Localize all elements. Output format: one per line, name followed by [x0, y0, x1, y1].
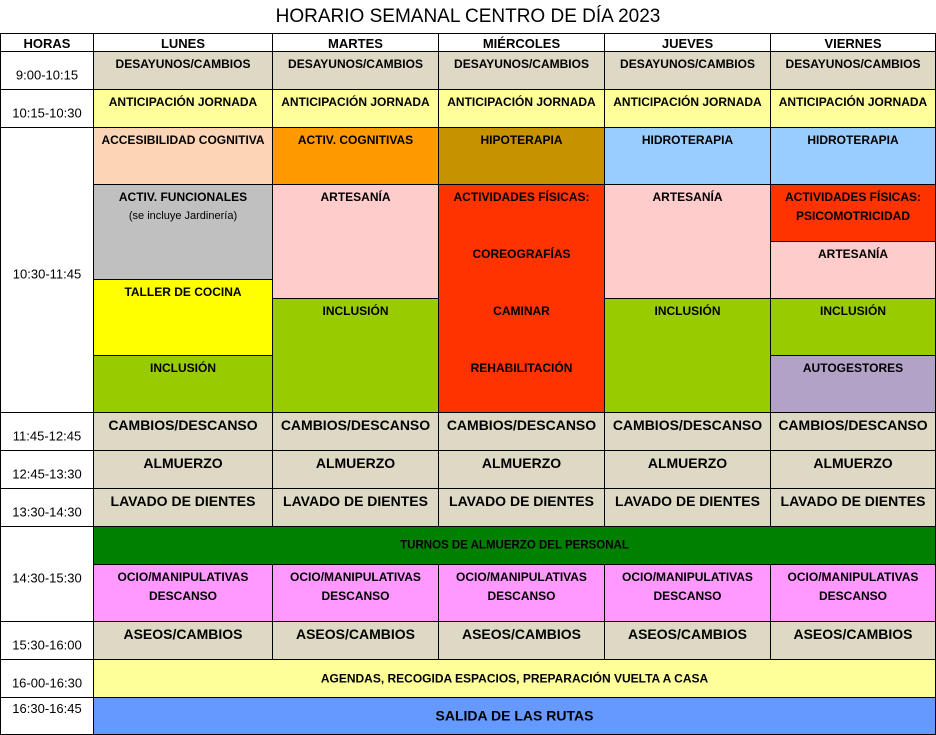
activity-lavado-text: LAVADO DE DIENTES	[283, 493, 428, 509]
page-title: HORARIO SEMANAL CENTRO DE DÍA 2023	[275, 6, 661, 27]
activity-hidroterapia	[771, 128, 936, 185]
activity-ocio-text: DESCANSO	[653, 589, 722, 603]
activity-actividades-fisicas-text: REHABILITACIÓN	[470, 361, 573, 375]
activity-aseos	[94, 622, 273, 660]
column-header-text: VIERNES	[824, 36, 882, 51]
activity-ocio-text: DESCANSO	[487, 589, 556, 603]
column-header	[439, 34, 605, 52]
activity-accesibilidad	[94, 128, 273, 185]
time-slot	[0, 90, 94, 128]
activity-lavado	[605, 489, 771, 527]
time-slot	[0, 527, 94, 622]
activity-actividades-fisicas-text: CAMINAR	[493, 304, 550, 318]
time-slot	[0, 622, 94, 660]
activity-hipoterapia-text: HIPOTERAPIA	[480, 133, 563, 147]
activity-autogestores-text: AUTOGESTORES	[802, 361, 904, 375]
time-slot-text: 9:00-10:15	[15, 67, 79, 82]
time-slot-text: 12:45-13:30	[12, 466, 82, 481]
activity-ocio-text: OCIO/MANIPULATIVAS	[290, 570, 421, 584]
activity-aseos-text: ASEOS/CAMBIOS	[295, 626, 415, 642]
time-slot-text: 10:30-11:45	[12, 266, 82, 282]
activity-cognitivas-text: ACTIV. COGNITIVAS	[297, 133, 414, 147]
activity-anticipacion-text: ANTICIPACIÓN JORNADA	[778, 95, 928, 109]
activity-desayunos-text: DESAYUNOS/CAMBIOS	[288, 57, 423, 71]
activity-funcionales-text: ACTIV. FUNCIONALES	[118, 190, 248, 204]
time-slot	[0, 413, 94, 451]
column-header-text: MIÉRCOLES	[482, 36, 561, 51]
column-header-text: MARTES	[328, 36, 383, 51]
activity-ocio-text: DESCANSO	[148, 589, 217, 603]
activity-inclusion-text: INCLUSIÓN	[322, 304, 389, 318]
activity-artesania	[605, 185, 771, 299]
activity-almuerzo	[94, 451, 273, 489]
activity-inclusion	[273, 299, 439, 413]
activity-desayunos	[605, 52, 771, 90]
activity-lavado-text: LAVADO DE DIENTES	[110, 493, 256, 509]
activity-anticipacion-text: ANTICIPACIÓN JORNADA	[447, 95, 596, 109]
activity-funcionales-text: (se incluye Jardinería)	[128, 210, 238, 222]
activity-cambios-descanso	[605, 413, 771, 451]
activity-anticipacion-text: ANTICIPACIÓN JORNADA	[108, 95, 258, 109]
activity-ocio	[771, 565, 936, 622]
activity-ocio	[94, 565, 273, 622]
activity-turnos-personal-text: TURNOS DE ALMUERZO DEL PERSONAL	[400, 539, 629, 551]
activity-anticipacion	[771, 90, 936, 128]
activity-inclusion-text: INCLUSIÓN	[654, 304, 721, 318]
activity-inclusion-text: INCLUSIÓN	[820, 304, 886, 318]
activity-ocio-text: DESCANSO	[818, 589, 887, 603]
activity-psicomotricidad-text: ACTIVIDADES FÍSICAS:	[784, 190, 921, 204]
activity-funcionales	[94, 185, 273, 280]
activity-hidroterapia-text: HIDROTERAPIA	[807, 133, 899, 147]
activity-desayunos-text: DESAYUNOS/CAMBIOS	[115, 57, 251, 71]
activity-almuerzo-text: ALMUERZO	[315, 455, 396, 471]
activity-lavado	[94, 489, 273, 527]
activity-ocio	[605, 565, 771, 622]
activity-cognitivas	[273, 128, 439, 185]
time-slot-text: 14:30-15:30	[12, 570, 82, 586]
activity-actividades-fisicas-text: COREOGRAFÍAS	[472, 247, 571, 261]
column-header-text: JUEVES	[661, 36, 714, 51]
activity-psicomotricidad	[771, 185, 936, 242]
activity-lavado-text: LAVADO DE DIENTES	[780, 493, 926, 509]
time-slot	[0, 128, 94, 413]
time-slot	[0, 698, 94, 735]
activity-cambios-descanso	[771, 413, 936, 451]
activity-aseos-text: ASEOS/CAMBIOS	[123, 626, 243, 642]
activity-artesania	[771, 242, 936, 299]
column-header	[605, 34, 771, 52]
activity-anticipacion	[94, 90, 273, 128]
activity-artesania-text: ARTESANÍA	[320, 190, 391, 204]
activity-desayunos	[273, 52, 439, 90]
activity-cambios-descanso-text: CAMBIOS/DESCANSO	[612, 417, 763, 433]
column-header-text: LUNES	[160, 36, 206, 51]
activity-anticipacion	[605, 90, 771, 128]
activity-almuerzo	[439, 451, 605, 489]
time-slot-text: 13:30-14:30	[12, 504, 82, 519]
time-slot	[0, 451, 94, 489]
activity-salida-text: SALIDA DE LAS RUTAS	[435, 707, 594, 724]
time-slot-text: 16-00-16:30	[11, 675, 83, 690]
activity-cambios-descanso	[273, 413, 439, 451]
activity-aseos	[605, 622, 771, 660]
column-header	[273, 34, 439, 52]
activity-desayunos-text: DESAYUNOS/CAMBIOS	[785, 57, 921, 71]
activity-artesania-text: ARTESANÍA	[817, 247, 888, 261]
time-slot	[0, 52, 94, 90]
activity-anticipacion	[273, 90, 439, 128]
activity-ocio	[439, 565, 605, 622]
activity-anticipacion-text: ANTICIPACIÓN JORNADA	[613, 95, 762, 109]
activity-cambios-descanso-text: CAMBIOS/DESCANSO	[280, 417, 431, 433]
activity-cambios-descanso	[439, 413, 605, 451]
activity-turnos-personal	[94, 527, 936, 565]
activity-inclusion	[771, 299, 936, 356]
time-slot	[0, 489, 94, 527]
activity-aseos-text: ASEOS/CAMBIOS	[793, 626, 913, 642]
activity-almuerzo-text: ALMUERZO	[481, 455, 562, 471]
activity-aseos-text: ASEOS/CAMBIOS	[627, 626, 747, 642]
column-header	[771, 34, 936, 52]
activity-taller-cocina	[94, 280, 273, 356]
activity-ocio	[273, 565, 439, 622]
activity-lavado-text: LAVADO DE DIENTES	[449, 493, 594, 509]
time-slot-text: 11:45-12:45	[12, 428, 82, 443]
column-header	[0, 34, 94, 52]
activity-desayunos	[94, 52, 273, 90]
activity-aseos	[771, 622, 936, 660]
activity-almuerzo-text: ALMUERZO	[647, 455, 728, 471]
activity-cambios-descanso-text: CAMBIOS/DESCANSO	[108, 417, 258, 433]
activity-desayunos	[771, 52, 936, 90]
activity-desayunos	[439, 52, 605, 90]
activity-anticipacion	[439, 90, 605, 128]
activity-agendas	[94, 660, 936, 698]
activity-autogestores	[771, 356, 936, 413]
activity-almuerzo	[771, 451, 936, 489]
activity-inclusion-text: INCLUSIÓN	[150, 361, 216, 375]
activity-salida	[94, 698, 936, 735]
activity-lavado	[273, 489, 439, 527]
column-header	[94, 34, 273, 52]
activity-accesibilidad-text: ACCESIBILIDAD COGNITIVA	[101, 133, 265, 147]
activity-almuerzo-text: ALMUERZO	[813, 455, 893, 471]
activity-hidroterapia-text: HIDROTERAPIA	[641, 133, 734, 147]
time-slot-text: 10:15-10:30	[12, 105, 82, 120]
activity-lavado	[771, 489, 936, 527]
activity-artesania-text: ARTESANÍA	[652, 190, 723, 204]
activity-aseos-text: ASEOS/CAMBIOS	[461, 626, 581, 642]
activity-hipoterapia	[439, 128, 605, 185]
activity-ocio-text: OCIO/MANIPULATIVAS	[117, 570, 249, 584]
activity-almuerzo	[605, 451, 771, 489]
column-header-text: HORAS	[23, 36, 71, 51]
activity-ocio-text: OCIO/MANIPULATIVAS	[787, 570, 919, 584]
activity-psicomotricidad-text: PSICOMOTRICIDAD	[796, 209, 910, 223]
activity-cambios-descanso-text: CAMBIOS/DESCANSO	[446, 417, 597, 433]
activity-ocio-text: OCIO/MANIPULATIVAS	[622, 570, 753, 584]
activity-actividades-fisicas	[439, 185, 605, 413]
time-slot-text: 16:30-16:45	[12, 701, 82, 716]
activity-anticipacion-text: ANTICIPACIÓN JORNADA	[281, 95, 430, 109]
time-slot-text: 15:30-16:00	[12, 637, 82, 652]
activity-desayunos-text: DESAYUNOS/CAMBIOS	[454, 57, 589, 71]
activity-almuerzo	[273, 451, 439, 489]
activity-ocio-text: OCIO/MANIPULATIVAS	[456, 570, 587, 584]
activity-actividades-fisicas-text: ACTIVIDADES FÍSICAS:	[453, 190, 590, 204]
time-slot	[0, 660, 94, 698]
activity-inclusion	[605, 299, 771, 413]
activity-cambios-descanso	[94, 413, 273, 451]
activity-ocio-text: DESCANSO	[321, 589, 390, 603]
activity-hidroterapia	[605, 128, 771, 185]
activity-lavado-text: LAVADO DE DIENTES	[615, 493, 760, 509]
activity-lavado	[439, 489, 605, 527]
activity-agendas-text: AGENDAS, RECOGIDA ESPACIOS, PREPARACIÓN VUELTA A CASA	[320, 671, 709, 685]
activity-artesania	[273, 185, 439, 299]
activity-aseos	[273, 622, 439, 660]
activity-inclusion	[94, 356, 273, 413]
activity-desayunos-text: DESAYUNOS/CAMBIOS	[620, 57, 755, 71]
activity-almuerzo-text: ALMUERZO	[143, 455, 223, 471]
activity-aseos	[439, 622, 605, 660]
activity-cambios-descanso-text: CAMBIOS/DESCANSO	[778, 417, 928, 433]
activity-taller-cocina-text: TALLER DE COCINA	[124, 285, 242, 299]
